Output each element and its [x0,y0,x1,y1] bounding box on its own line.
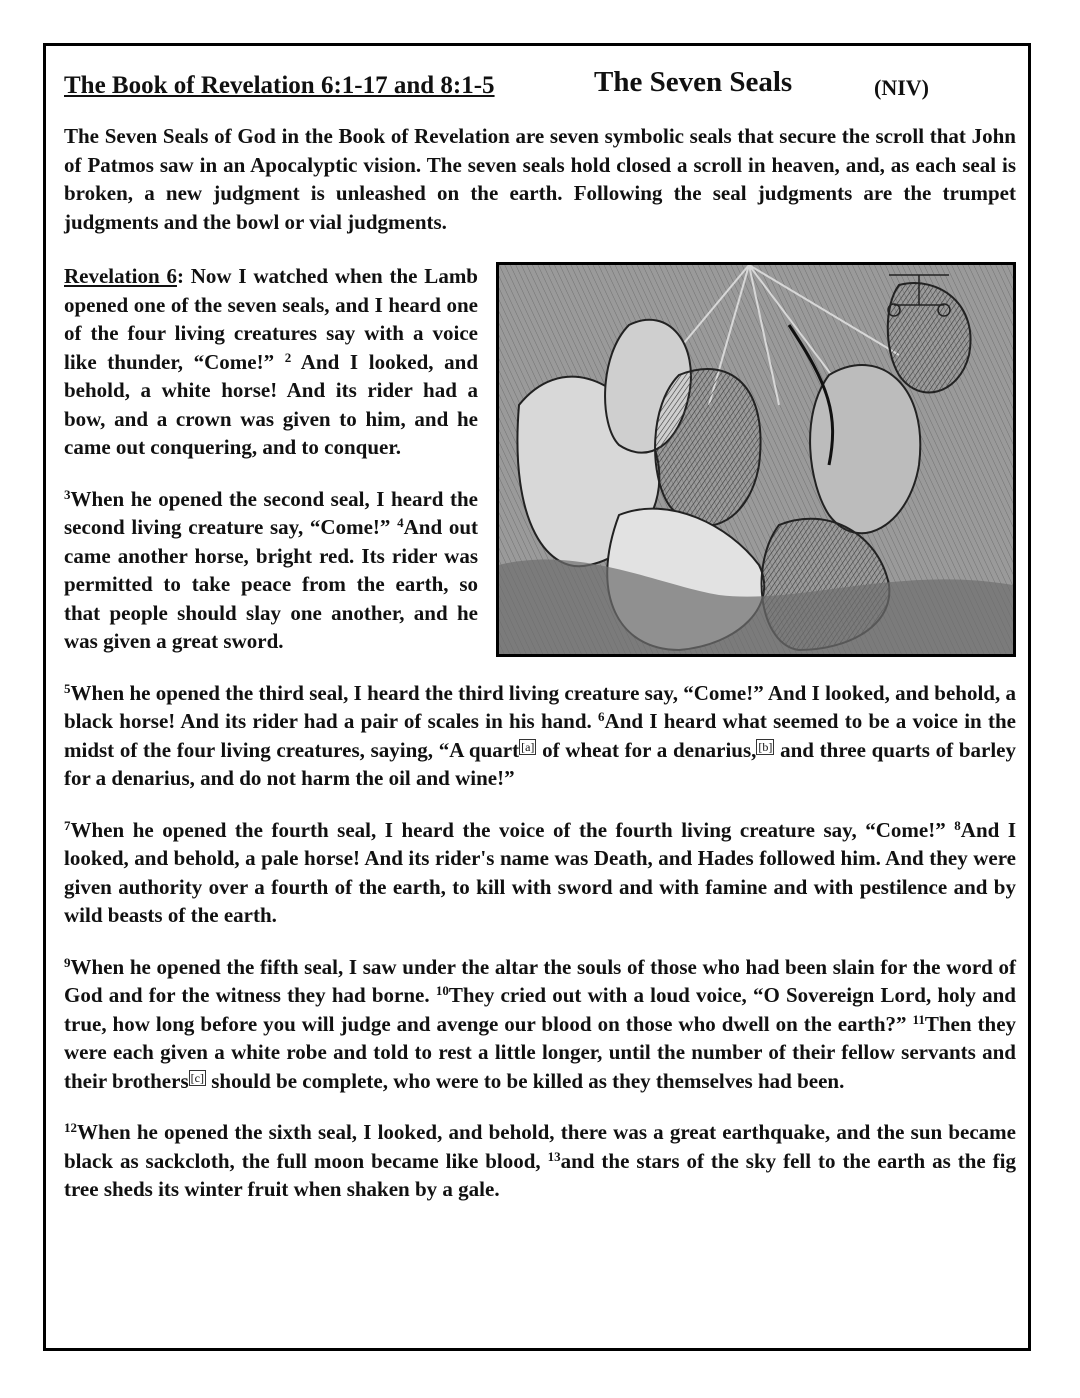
verse-paragraph-4: $^7$When he opened the fourth seal, I heard the voice of the fourth living creature say, “Come!” $^8$And I looked, and behold, a pale horse! And its rider's name was Death, and Hades followed him. And they were given authority over a fourth of the earth, to kill with sword and with famine and with pestilence and by wild beasts of the earth. [64,817,1017,927]
chapter-reference: Revelation 6 [64,264,177,288]
footnote-link-a[interactable]: [a] [521,739,535,754]
document-body [64,68,1016,1204]
verse-number: 11 [912,1011,925,1027]
verse-number: 4 [397,515,404,530]
verse-number: 3 [64,486,71,502]
page-frame [43,43,1031,1351]
verse-number: 5 [64,680,71,696]
footnote-link-b[interactable]: [b] [758,739,773,754]
title-row [64,68,1016,106]
revelation-6-block [64,262,1016,656]
page-title: The Seven Seals [594,66,793,98]
book-title: The Book of Revelation 6:1-17 and 8:1-5 [64,72,495,99]
verse-number: 12 [64,1120,77,1135]
verse-number: 6 [598,709,605,724]
intro-paragraph: The Seven Seals of God in the Book of Revelation are seven symbolic seals that secure the scroll that John of Patmos saw in an Apocalyptic vision. The seven seals hold closed a scroll in heaven, and, as each seal is broken, a new judgment is unleashed on the earth. Following the seal judgments are the trumpet judgments and the bowl or vial judgments. [64,124,1016,234]
verse-paragraph-1: Revelation 6: Now I watched when the Lamb opened one of the seven seals, and I heard one of the four living creatures say with a voice like thunder, “Come!” $^2$ And I looked, and behold, a white horse! And its rider had a bow, and a crown was given to him, and he came out conquering, and to conquer. [64,264,478,459]
verse-paragraph-5: $^9$When he opened the fifth seal, I saw under the altar the souls of those who had been slain for the word of God and for the witness they had borne. $^{10}$They cried out with a loud voice, “O Sovereign Lord, holy and true, how long before you will judge and avenge our blood on those who dwell on the earth?” $^{11}$Then they were each given a white robe and told to rest a little longer, until the number of their fellow servants and their brothers [c] should be complete, who were to be killed as they themselves had been. [64,954,1017,1093]
four-horsemen-engraving-image [496,262,1016,657]
engraving-icon [499,265,1013,654]
version-label: (NIV) [874,75,929,100]
verse-number: 13 [547,1148,561,1164]
verse-number: 10 [435,983,449,998]
verse-number: 8 [954,817,961,833]
verse-number: 9 [64,954,71,970]
verse-number: 2 [284,349,292,365]
verse-paragraph-2: $^3$When he opened the second seal, I heard the second living creature say, “Come!” $^4$And out came another horse, bright red. Its rider was permitted to take peace from the earth, so that people should slay one another, and he was given a great sword. [64,486,479,653]
footnote-link-c[interactable]: [c] [190,1070,204,1085]
verse-paragraph-6: $^{12}$When he opened the sixth seal, I looked, and behold, there was a great earthquake, and the sun became black as sackcloth, the full moon became like blood, $^{13}$and the stars of the sky fell to the earth as the fig tree sheds its winter fruit when shaken by a gale. [64,1120,1016,1201]
verse-paragraph-3: $^5$When he opened the third seal, I heard the third living creature say, “Come!” And I looked, and behold, a black horse! And its rider had a pair of scales in his hand. $^6$And I heard what seemed to be a voice in the midst of the four living creatures, saying, “A quart [a] of wheat for a denarius, [b] and three quarts of barley for a denarius, and do not harm the oil and wine!” [64,680,1016,790]
verse-number: 7 [64,817,71,833]
